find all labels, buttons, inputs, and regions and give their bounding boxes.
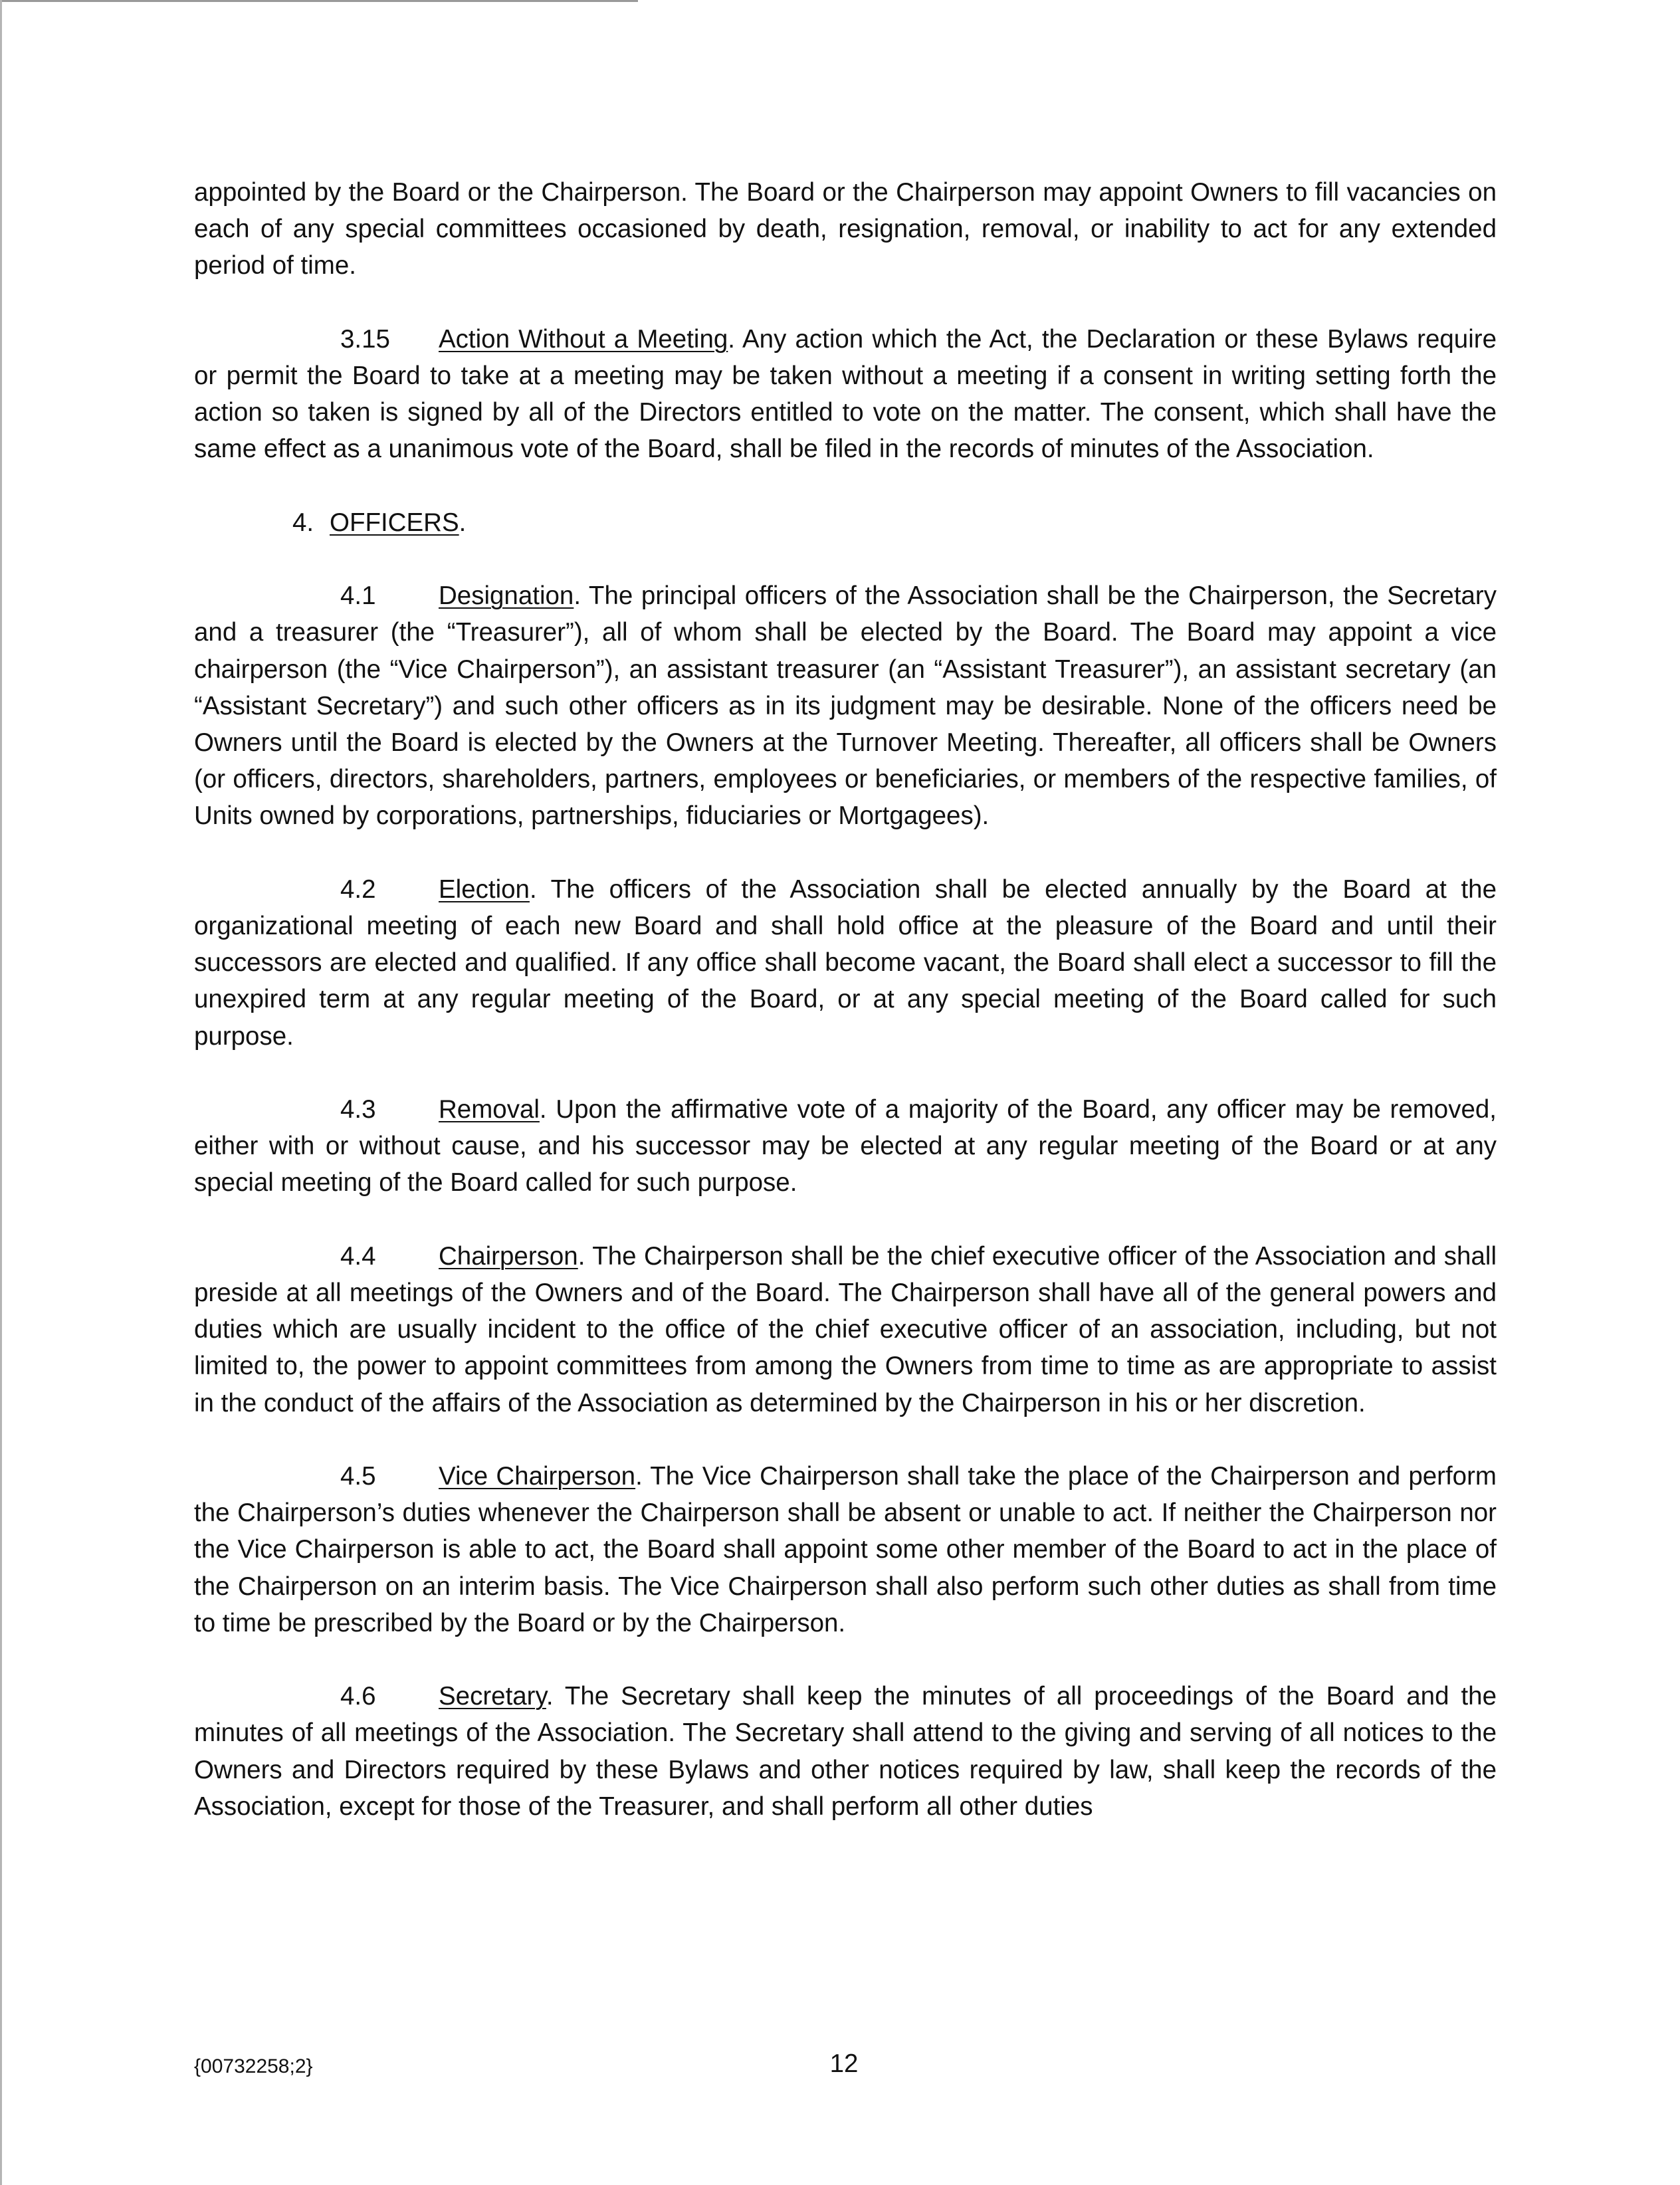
- section-4-1: 4.1 Designation. The principal officers of the Association shall be the Chairperson, the Secretary and a treasurer (the “Treasurer”), all of whom shall be elected by the Board. The Board may appoint a vice chairperson (the “Vice Chairperson”), an assistant treasurer (an “Assistant Treasurer”), an assistant secretary (an “Assistant Secretary”) and such other officers as in its judgment may be desirable. None of the officers need be Owners until the Board is elected by the Owners at the Turnover Meeting. Thereafter, all officers shall be Owners (or officers, directors, shareholders, partners, employees or beneficiaries, or members of the respective families, of Units owned by corporations, partnerships, fiduciaries or Mortgagees).: [194, 577, 1497, 834]
- section-text: Upon the affirmative vote of a majority of the Board, any officer may be removed, either with or without cause, and his successor may be elected at any regular meeting of the Board or at any special meeting of the Board called for such purpose.: [194, 1095, 1497, 1197]
- section-4-3: 4.3 Removal. Upon the affirmative vote of a majority of the Board, any officer may be removed, either with or without cause, and his successor may be elected at any regular meeting of the Board or at any special meeting of the Board called for such purpose.: [194, 1091, 1497, 1201]
- article-title: OFFICERS: [330, 508, 459, 537]
- section-4-6: 4.6 Secretary. The Secretary shall keep the minutes of all proceedings of the Board and the minutes of all meetings of the Association. The Secretary shall attend to the giving and serving of all notices to the Owners and Directors required by these Bylaws and other notices required by law, shall keep the records of the Association, except for those of the Treasurer, and shall perform all other duties: [194, 1678, 1497, 1825]
- section-heading: Election: [439, 875, 530, 904]
- page-number: 12: [829, 2049, 859, 2078]
- section-heading: Chairperson: [439, 1241, 578, 1271]
- section-number: 4.3: [340, 1095, 376, 1124]
- section-number: 4.4: [340, 1241, 376, 1271]
- article-number: 4.: [292, 508, 314, 537]
- section-text: The principal officers of the Association shall be the Chairperson, the Secretary and a treasurer (the “Treasurer”), all of whom shall be elected by the Board. The Board may appoint a vice chairperson (the “Vice Chairperson”), an assistant treasurer (an “Assistant Treasurer”), an assistant secretary (an “Assistant Secretary”) and such other officers as in its judgment may be desirable. None of the officers need be Owners until the Board is elected by the Owners at the Turnover Meeting. Thereafter, all officers shall be Owners (or officers, directors, shareholders, partners, employees or beneficiaries, or members of the respective families, of Units owned by corporations, partnerships, fiduciaries or Mortgagees).: [194, 581, 1497, 831]
- section-number: 4.1: [340, 581, 376, 611]
- intro-paragraph-text: appointed by the Board or the Chairperson. The Board or the Chairperson may appoint Owners to fill vacancies on each of any special committees occasioned by death, resignation, removal, or inability to act for any extended period of time.: [194, 178, 1497, 280]
- article-heading: 4. OFFICERS.: [194, 504, 1497, 541]
- section-text: The officers of the Association shall be elected annually by the Board at the organizational meeting of each new Board and shall hold office at the pleasure of the Board and until their successors are elected and qualified. If any office shall become vacant, the Board shall elect a successor to fill the unexpired term at any regular meeting of the Board, or at any special meeting of the Board called for such purpose.: [194, 875, 1497, 1051]
- section-heading: Action Without a Meeting: [439, 324, 728, 354]
- section-heading: Designation: [439, 581, 574, 611]
- document-body: [194, 174, 1497, 1861]
- section-4-4: 4.4 Chairperson. The Chairperson shall be the chief executive officer of the Association and shall preside at all meetings of the Owners and of the Board. The Chairperson shall have all of the general powers and duties which are usually incident to the office of the chief executive officer of an association, including, but not limited to, the power to appoint committees from among the Owners from time to time as are appropriate to assist in the conduct of the affairs of the Association as determined by the Chairperson in his or her discretion.: [194, 1238, 1497, 1421]
- section-number: 4.2: [340, 875, 376, 904]
- section-number: 4.5: [340, 1462, 376, 1491]
- intro-paragraph: [194, 174, 1497, 284]
- section-number: 4.6: [340, 1682, 376, 1711]
- scan-edge-top: [0, 0, 638, 2]
- section-4-5: 4.5 Vice Chairperson. The Vice Chairperson shall take the place of the Chairperson and perform the Chairperson’s duties whenever the Chairperson shall be absent or unable to act. If neither the Chairperson nor the Vice Chairperson is able to act, the Board shall appoint some other member of the Board to act in the place of the Chairperson on an interim basis. The Vice Chairperson shall also perform such other duties as shall from time to time be prescribed by the Board or by the Chairperson.: [194, 1458, 1497, 1641]
- scan-edge-left: [0, 0, 2, 2185]
- section-heading: Secretary: [439, 1682, 546, 1711]
- footer-document-id: {00732258;2}: [194, 2055, 313, 2077]
- section-3-15: 3.15 Action Without a Meeting. Any action which the Act, the Declaration or these Bylaws require or permit the Board to take at a meeting may be taken without a meeting if a consent in writing setting forth the action so taken is signed by all of the Directors entitled to vote on the matter. The consent, which shall have the same effect as a unanimous vote of the Board, shall be filed in the records of minutes of the Association.: [194, 321, 1497, 468]
- section-4-2: 4.2 Election. The officers of the Association shall be elected annually by the Board at the organizational meeting of each new Board and shall hold office at the pleasure of the Board and until their successors are elected and qualified. If any office shall become vacant, the Board shall elect a successor to fill the unexpired term at any regular meeting of the Board, or at any special meeting of the Board called for such purpose.: [194, 871, 1497, 1055]
- section-text: The Vice Chairperson shall take the place of the Chairperson and perform the Chairperson’s duties whenever the Chairperson shall be absent or unable to act. If neither the Chairperson nor the Vice Chairperson is able to act, the Board shall appoint some other member of the Board to act in the place of the Chairperson on an interim basis. The Vice Chairperson shall also perform such other duties as shall from time to time be prescribed by the Board or by the Chairperson.: [194, 1462, 1497, 1637]
- section-heading: Vice Chairperson: [439, 1462, 636, 1491]
- section-text: Any action which the Act, the Declaration or these Bylaws require or permit the Board to take at a meeting may be taken without a meeting if a consent in writing setting forth the action so taken is signed by all of the Directors entitled to vote on the matter. The consent, which shall have the same effect as a unanimous vote of the Board, shall be filed in the records of minutes of the Association.: [194, 324, 1497, 464]
- section-number: 3.15: [340, 324, 390, 354]
- section-heading: Removal: [439, 1095, 540, 1124]
- section-text: The Chairperson shall be the chief executive officer of the Association and shall preside at all meetings of the Owners and of the Board. The Chairperson shall have all of the general powers and duties which are usually incident to the office of the chief executive officer of an association, including, but not limited to, the power to appoint committees from among the Owners from time to time as are appropriate to assist in the conduct of the affairs of the Association as determined by the Chairperson in his or her discretion.: [194, 1241, 1497, 1417]
- section-text: The Secretary shall keep the minutes of all proceedings of the Board and the minutes of all meetings of the Association. The Secretary shall attend to the giving and serving of all notices to the Owners and Directors required by these Bylaws and other notices required by law, shall keep the records of the Association, except for those of the Treasurer, and shall perform all other duties: [194, 1682, 1497, 1821]
